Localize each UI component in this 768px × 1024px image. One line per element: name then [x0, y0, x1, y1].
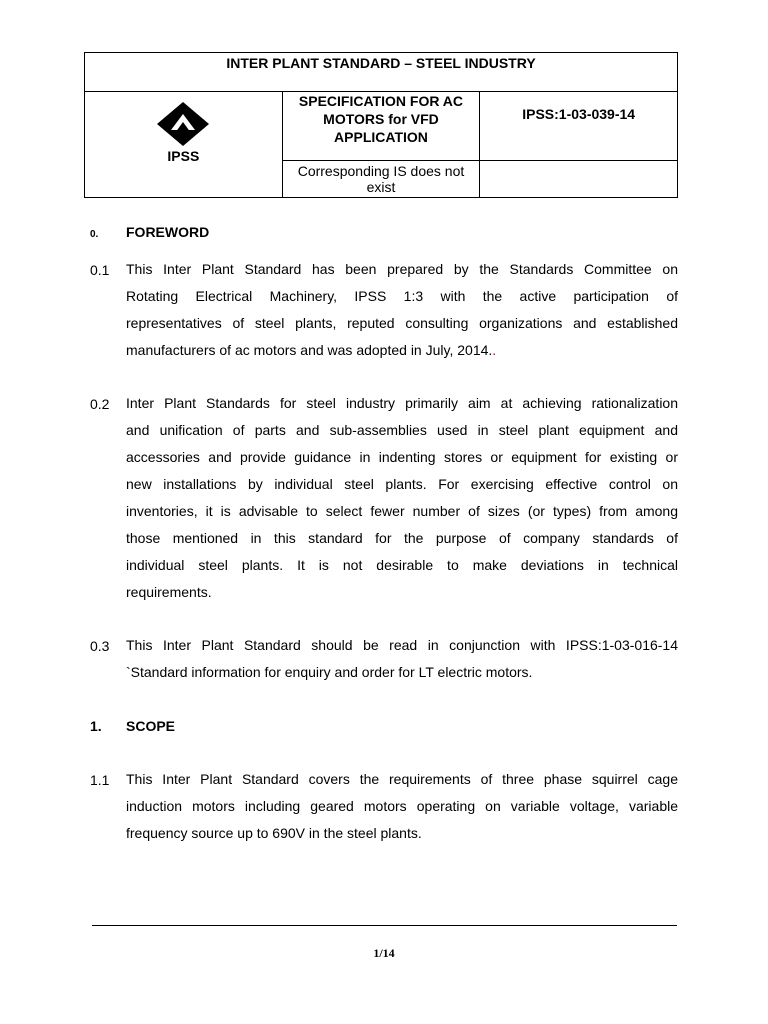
paragraph-line: representatives of steel plants, reputed consulting organizations and established — [126, 315, 678, 331]
paragraph-line: and unification of parts and sub-assemblies used in steel plant equipment and — [126, 422, 678, 438]
standard-title: INTER PLANT STANDARD – STEEL INDUSTRY — [85, 53, 678, 92]
section-title: FOREWORD — [126, 224, 210, 240]
paragraph-line: frequency source up to 690V in the steel plants. — [126, 825, 422, 841]
spec-line: APPLICATION — [334, 129, 428, 145]
paragraph-line: induction motors including geared motors operating on variable voltage, variable — [126, 798, 678, 814]
paragraph-line: This Inter Plant Standard has been prepared by the Standards Committee on — [126, 261, 678, 277]
logo-label: IPSS — [167, 148, 200, 164]
paragraph-line: inventories, it is advisable to select fewer number of sizes (or types) from among — [126, 503, 678, 519]
paragraph-number: 0.3 — [90, 638, 110, 654]
paragraph-line: accessories and provide guidance in indenting stores or equipment for existing or — [126, 449, 678, 465]
red-mark: . — [492, 342, 497, 358]
paragraph-line: individual steel plants. It is not desirable to make deviations in technical — [126, 557, 678, 573]
section-title: SCOPE — [126, 718, 176, 734]
footer-divider — [92, 925, 677, 926]
spec-line: SPECIFICATION FOR AC — [298, 93, 464, 109]
standard-code: IPSS:1-03-039-14 — [480, 92, 678, 161]
empty-cell — [480, 161, 678, 198]
paragraph-line: `Standard information for enquiry and order for LT electric motors. — [126, 664, 533, 680]
page-number: 1/14 — [373, 946, 395, 960]
spec-line: MOTORS for VFD — [323, 111, 439, 127]
paragraph-line: This Inter Plant Standard covers the requirements of three phase squirrel cage — [126, 771, 678, 787]
ipss-logo-icon — [155, 100, 211, 146]
paragraph-line: manufacturers of ac motors and was adopted in July, 2014. — [126, 342, 493, 358]
paragraph-line: new installations by individual steel plants. For exercising effective control on — [126, 476, 678, 492]
logo-cell — [85, 92, 283, 198]
paragraph-line: This Inter Plant Standard should be read in conjunction with IPSS:1-03-016-14 — [126, 637, 678, 653]
paragraph-line-last — [126, 337, 678, 364]
paragraph-line: Inter Plant Standards for steel industry primarily aim at achieving rationalization — [126, 395, 678, 411]
section-number: 0. — [90, 229, 99, 240]
paragraph-number: 1.1 — [90, 772, 110, 788]
section-number: 1. — [90, 718, 102, 734]
paragraph-line: Rotating Electrical Machinery, IPSS 1:3 with the active participation of — [126, 288, 678, 304]
paragraph-line: those mentioned in this standard for the purpose of company standards of — [126, 530, 678, 546]
paragraph-line: requirements. — [126, 584, 212, 600]
paragraph-number: 0.2 — [90, 396, 110, 412]
corresponding-is: Corresponding IS does not exist — [282, 161, 480, 198]
spec-title — [282, 92, 480, 161]
header-table — [84, 52, 678, 198]
paragraph-number: 0.1 — [90, 262, 110, 278]
